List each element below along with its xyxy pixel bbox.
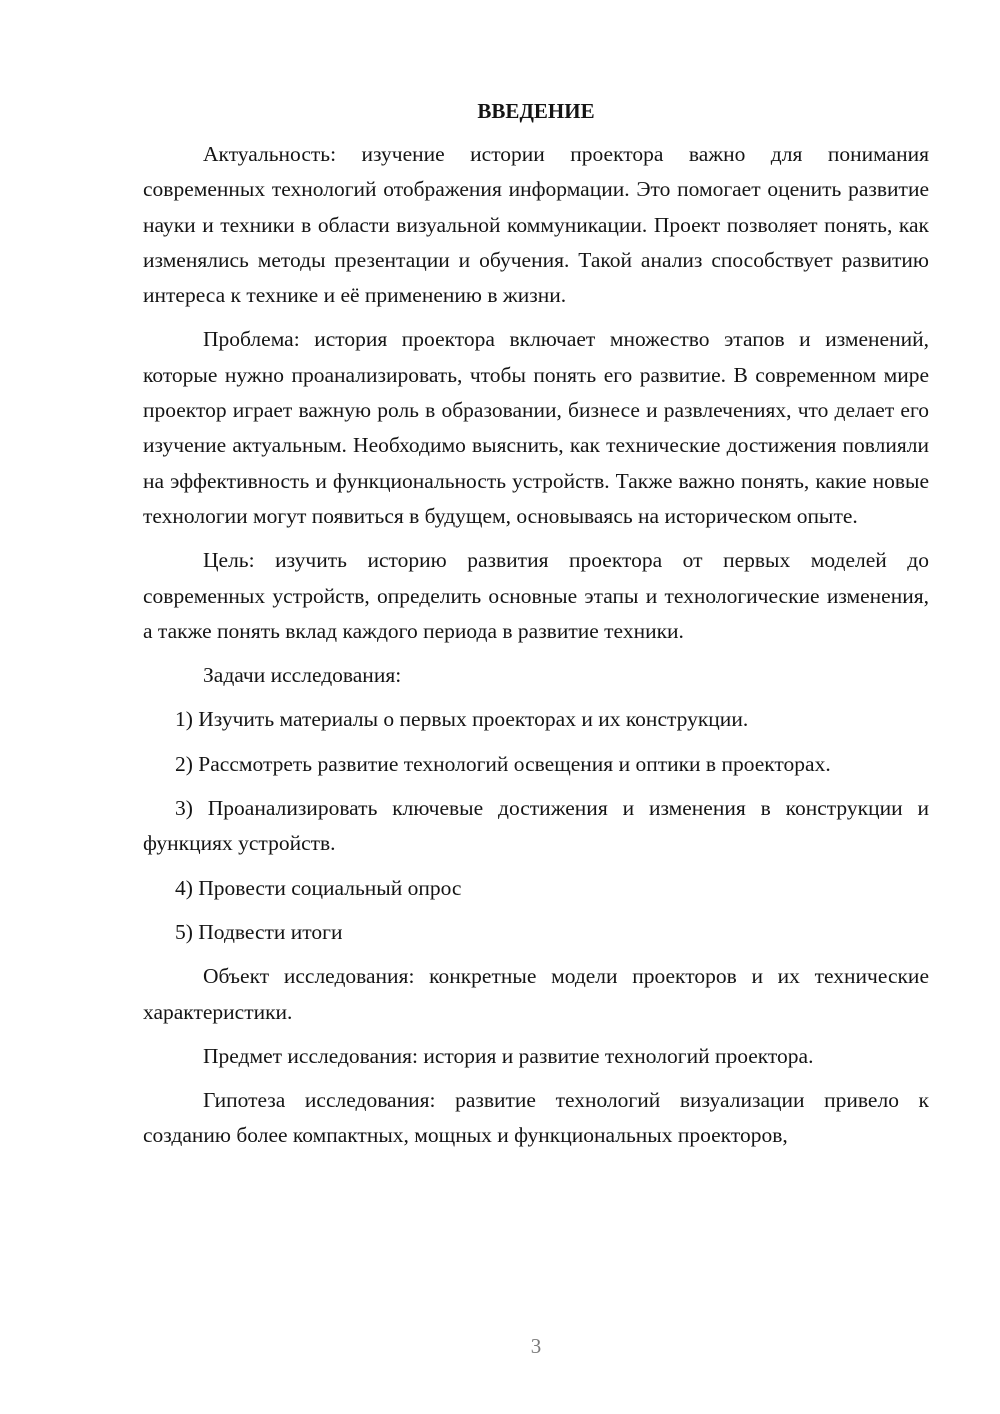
list-item: 4) Провести социальный опрос [175,875,462,900]
page-title: ВВЕДЕНИЕ [477,99,595,123]
tasks-list [143,702,929,950]
relevance-paragraph: Актуальность: изучение истории проектора важно для понимания современных технологий отображения информации. Это помогает оценить развитие науки и техники в области визуальной коммуникации. Проект позволяет понять, как изменялись методы презентации и обучения. Такой анализ способствует развитию интереса к технике и её применению в жизни. [143,142,929,308]
list-item: 2) Рассмотреть развитие технологий освещения и оптики в проекторах. [175,751,831,776]
list-item: 1) Изучить материалы о первых проекторах и их конструкции. [175,707,749,732]
list-item: 5) Подвести итоги [175,919,343,944]
list-item: 3) Проанализировать ключевые достижения и изменения в конструкции и функциях устройств. [143,796,929,856]
problem-paragraph: Проблема: история проектора включает множество этапов и изменений, которые нужно проанализировать, чтобы понять его развитие. В современном мире проектор играет важную роль в образовании, бизнесе и развлечениях, что делает его изучение актуальным. Необходимо выяснить, как технические достижения повлияли на эффективность и функциональность устройств. Также важно понять, какие новые технологии могут появиться в будущем, основываясь на историческом опыте. [143,327,929,528]
hypothesis-paragraph: Гипотеза исследования: развитие технологий визуализации привело к созданию более компактных, мощных и функциональных проекторов, [143,1088,929,1148]
page-number: 3 [530,1334,542,1358]
object-paragraph: Объект исследования: конкретные модели проекторов и их технические характеристики. [143,964,929,1024]
subject-paragraph: Предмет исследования: история и развитие технологий проектора. [203,1043,814,1068]
tasks-heading: Задачи исследования: [203,663,402,688]
goal-paragraph: Цель: изучить историю развития проектора от первых моделей до современных устройств, определить основные этапы и технологические изменения, а также понять вклад каждого периода в развитие техники. [143,548,929,643]
page-body [143,95,929,1163]
